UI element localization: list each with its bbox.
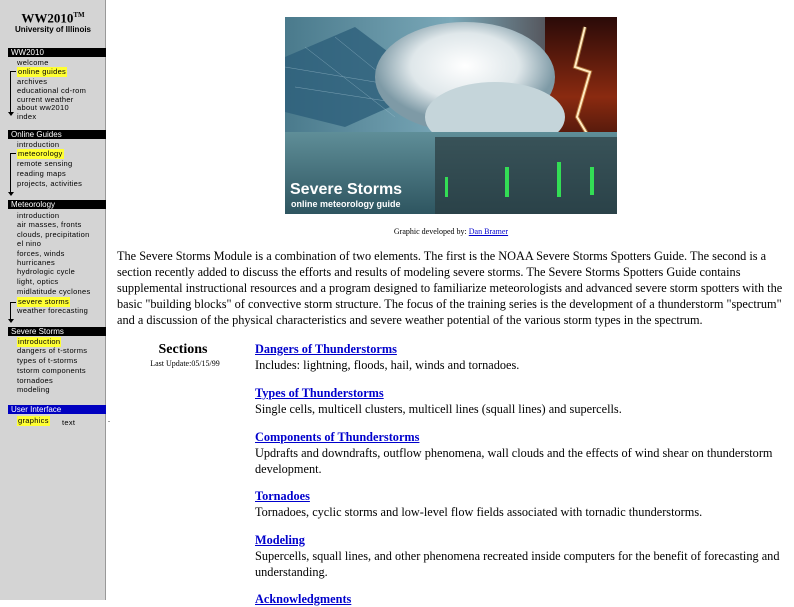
nav-item-current-weather[interactable]: current weather xyxy=(17,95,74,104)
nav-item-about-ww2010[interactable]: about ww2010 xyxy=(17,103,69,112)
nav-item-met-introduction[interactable]: introduction xyxy=(17,211,60,220)
entry-description: Supercells, squall lines, and other phenomena recreated inside computers for the benefit of forecasting and understanding. xyxy=(255,549,780,579)
section-entry xyxy=(255,532,794,580)
banner-subtitle: online meteorology guide xyxy=(291,199,401,209)
nav-section-meteorology: Meteorology xyxy=(8,200,106,209)
nav-item-hurricanes[interactable]: hurricanes xyxy=(17,258,56,267)
nav-item-graphics[interactable]: graphics xyxy=(18,416,49,425)
link-tornadoes[interactable]: Tornadoes xyxy=(255,489,310,503)
nav-item-remote-sensing[interactable]: remote sensing xyxy=(17,159,73,168)
nav-item-el-nino[interactable]: el nino xyxy=(17,239,42,248)
section-entry xyxy=(255,488,794,520)
nav-tree-branch xyxy=(10,153,16,154)
logo-title: WW2010 xyxy=(21,10,74,26)
intro-paragraph: The Severe Storms Module is a combination of two elements. The first is the NOAA Severe Storms Spotters Guide. The second is a section recently added to discuss the efforts and results of modeling severe storms. The Severe Storms Spotters Guide contains supplemental instructional resources and a program designed to familiarize meteorologists and advanced severe storm spotters with the basic "building blocks" of convective storm structure. The focus of the training series is the development of a thunderstorm "spectrum" and a discussion of the physical characteristics and severe weather potential of the various storm types in the spectrum. xyxy=(117,249,783,327)
last-update: Last Update:05/15/99 xyxy=(150,359,220,368)
arrow-down-icon xyxy=(8,192,14,196)
nav-tree-branch xyxy=(10,71,16,72)
link-acknowledgments[interactable]: Acknowledgments xyxy=(255,592,352,606)
decorative-dot: . xyxy=(108,415,110,424)
nav-item-types-of-tstorms[interactable]: types of t-storms xyxy=(17,356,78,365)
nav-item-hydrologic-cycle[interactable]: hydrologic cycle xyxy=(17,267,76,276)
nav-item-severe-storms[interactable]: severe storms xyxy=(18,297,69,306)
nav-item-meteorology[interactable]: meteorology xyxy=(18,149,63,158)
ww2010-logo[interactable] xyxy=(0,8,106,34)
logo-subtitle: University of Illinois xyxy=(14,25,91,35)
nav-item-archives[interactable]: archives xyxy=(17,77,48,86)
arrow-down-icon xyxy=(8,319,14,323)
nav-item-forces-winds[interactable]: forces, winds xyxy=(17,249,65,258)
section-entry xyxy=(255,591,794,607)
nav-item-modeling[interactable]: modeling xyxy=(17,385,50,394)
nav-item-online-guides[interactable]: online guides xyxy=(18,67,67,76)
banner-title: Severe Storms xyxy=(290,181,403,198)
nav-tree-line xyxy=(10,71,11,113)
nav-item-air-masses-fronts[interactable]: air masses, fronts xyxy=(17,220,82,229)
entry-description: Single cells, multicell clusters, multicell lines (squall lines) and supercells. xyxy=(255,402,622,416)
link-components-of-thunderstorms[interactable]: Components of Thunderstorms xyxy=(255,430,420,444)
sections-heading: Sections xyxy=(158,342,208,357)
nav-item-light-optics[interactable]: light, optics xyxy=(17,277,59,286)
nav-item-text[interactable]: text xyxy=(62,418,76,427)
credit-author-link[interactable]: Dan Bramer xyxy=(468,227,509,236)
nav-section-online-guides: Online Guides xyxy=(8,130,106,139)
nav-tree-branch xyxy=(10,302,16,303)
nav-item-introduction[interactable]: introduction xyxy=(17,140,60,149)
entry-description: Includes: lightning, floods, hail, winds and tornadoes. xyxy=(255,358,520,372)
nav-item-reading-maps[interactable]: reading maps xyxy=(17,169,67,178)
section-entry xyxy=(255,341,794,373)
nav-item-educational-cd-rom[interactable]: educational cd-rom xyxy=(17,86,87,95)
arrow-down-icon xyxy=(8,112,14,116)
nav-item-midlatitude-cyclones[interactable]: midlatitude cyclones xyxy=(17,287,91,296)
nav-item-index[interactable]: index xyxy=(17,112,37,121)
credit-prefix: Graphic developed by: xyxy=(393,227,469,236)
sidebar xyxy=(0,0,106,600)
entry-description: Updrafts and downdrafts, outflow phenomena, wall clouds and the effects of wind shear on thunderstorm development. xyxy=(255,446,773,476)
entry-description: Tornadoes, cyclic storms and low-level flow fields associated with tornadic thunderstorms. xyxy=(255,505,703,519)
link-dangers-of-thunderstorms[interactable]: Dangers of Thunderstorms xyxy=(255,342,397,356)
link-types-of-thunderstorms[interactable]: Types of Thunderstorms xyxy=(255,386,384,400)
section-entry xyxy=(255,429,794,477)
nav-item-dangers-of-tstorms[interactable]: dangers of t-storms xyxy=(17,346,88,355)
banner-ground xyxy=(435,137,617,214)
nav-tree-line xyxy=(10,302,11,320)
nav-item-tornadoes[interactable]: tornadoes xyxy=(17,376,54,385)
nav-section-ww2010: WW2010 xyxy=(8,48,106,57)
nav-item-weather-forecasting[interactable]: weather forecasting xyxy=(17,306,89,315)
nav-section-severe-storms: Severe Storms xyxy=(8,327,106,336)
graphic-credit xyxy=(285,227,617,236)
nav-section-user-interface: User Interface xyxy=(8,405,106,414)
nav-item-clouds-precipitation[interactable]: clouds, precipitation xyxy=(17,230,90,239)
section-entry xyxy=(255,385,794,417)
logo-tm: TM xyxy=(73,11,85,19)
storm-illustration xyxy=(285,17,617,214)
nav-tree-line xyxy=(10,153,11,193)
nav-item-welcome[interactable]: welcome xyxy=(17,58,49,67)
nav-item-tstorm-components[interactable]: tstorm components xyxy=(17,366,86,375)
severe-storms-banner xyxy=(285,17,617,214)
nav-item-projects-activities[interactable]: projects, activities xyxy=(17,179,83,188)
nav-item-ss-introduction[interactable]: introduction xyxy=(18,337,61,346)
link-modeling[interactable]: Modeling xyxy=(255,533,305,547)
